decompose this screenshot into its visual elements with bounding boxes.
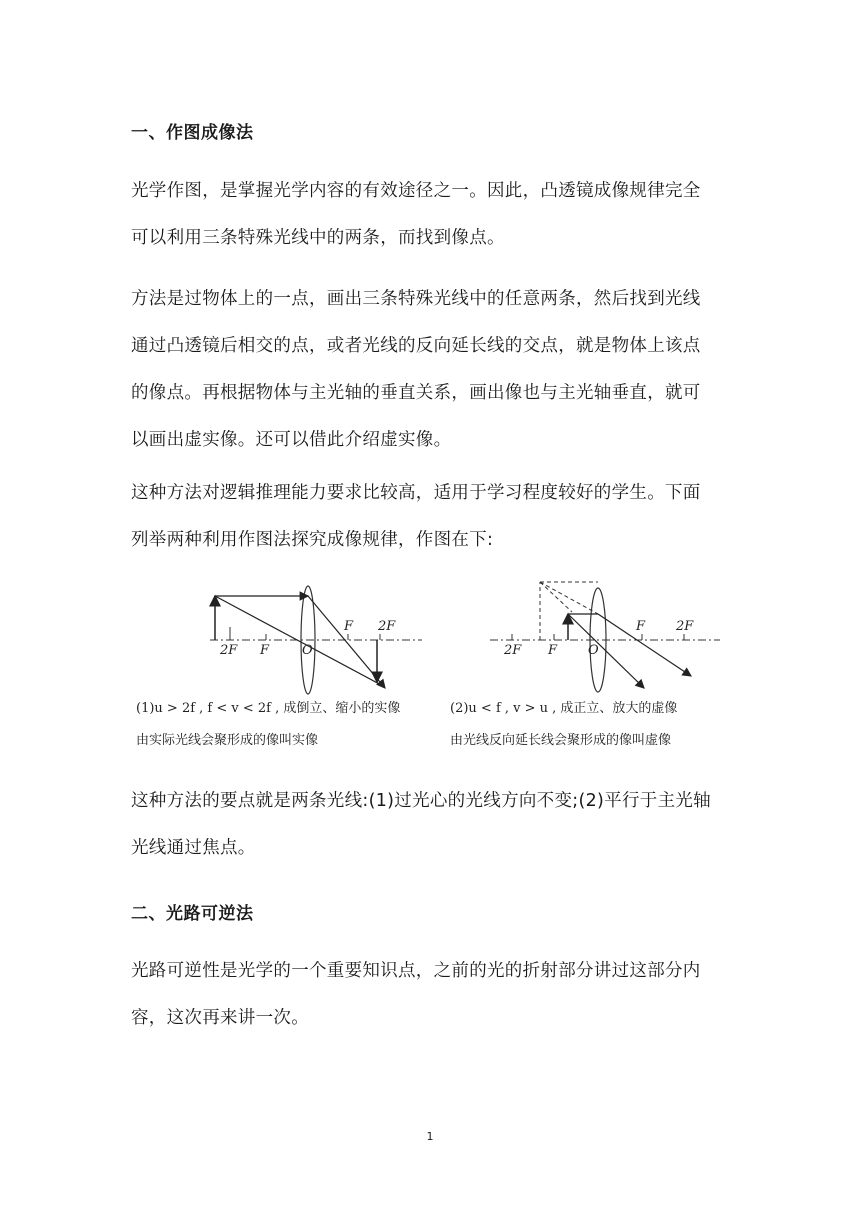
figure-virtual-image [446,572,722,757]
paragraph-line: 容，这次再来讲一次。 [131,1008,309,1028]
label-f-right: F [344,619,354,634]
refracted-ray [308,596,385,688]
paragraph-3 [131,470,731,564]
paragraph-2 [131,276,731,464]
section-2-heading: 二、光路可逆法 [131,904,254,924]
figure-caption-line-2: 由光线反向延长线会聚形成的像叫虚像 [450,733,672,748]
label-2f-left: 2F [504,643,522,658]
paragraph-4 [131,778,731,872]
label-f-right: F [636,619,646,634]
paragraph-5 [131,948,731,1042]
paragraph-line: 以画出虚实像。还可以借此介绍虚实像。 [131,430,452,450]
label-2f-right: 2F [378,619,396,634]
paragraph-1 [131,168,731,262]
ray-diagram-1 [132,572,432,757]
paragraph-line: 列举两种利用作图法探究成像规律，作图在下: [131,530,494,550]
paragraph-line: 这种方法对逻辑推理能力要求比较高，适用于学习程度较好的学生。下面 [131,483,701,503]
label-f-left: F [548,643,558,658]
figure-caption-line-2: 由实际光线会聚形成的像叫实像 [136,733,319,748]
paragraph-line: 光线通过焦点。 [131,838,256,858]
center-ray [215,596,383,686]
label-f-left: F [260,643,270,658]
figure-real-image [132,572,432,757]
label-optical-center: O [302,643,313,658]
paragraph-line: 光学作图，是掌握光学内容的有效途径之一。因此，凸透镜成像规律完全 [131,181,701,201]
paragraph-line: 这种方法的要点就是两条光线:(1)过光心的光线方向不变;(2)平行于主光轴 [131,791,711,811]
label-optical-center: O [588,643,599,658]
figure-caption-line-1: (2)u < f , v > u , 成正立、放大的虚像 [450,701,678,716]
page-number: 1 [426,1130,434,1143]
section-1-heading: 一、作图成像法 [131,123,254,143]
label-2f-right: 2F [676,619,694,634]
figure-caption-line-1: (1)u > 2f , f < v < 2f , 成倒立、缩小的实像 [136,701,401,716]
ray-diagram-2 [446,572,722,757]
paragraph-line: 可以利用三条特殊光线中的两条，而找到像点。 [131,228,505,248]
paragraph-line: 光路可逆性是光学的一个重要知识点，之前的光的折射部分讲过这部分内 [131,961,701,981]
paragraph-line: 方法是过物体上的一点，画出三条特殊光线中的任意两条，然后找到光线 [131,289,701,309]
paragraph-line: 的像点。再根据物体与主光轴的垂直关系，画出像也与主光轴垂直，就可 [131,383,701,403]
paragraph-line: 通过凸透镜后相交的点，或者光线的反向延长线的交点，就是物体上该点 [131,336,701,356]
reverse-extension-line [540,582,598,614]
label-2f-left: 2F [220,643,238,658]
